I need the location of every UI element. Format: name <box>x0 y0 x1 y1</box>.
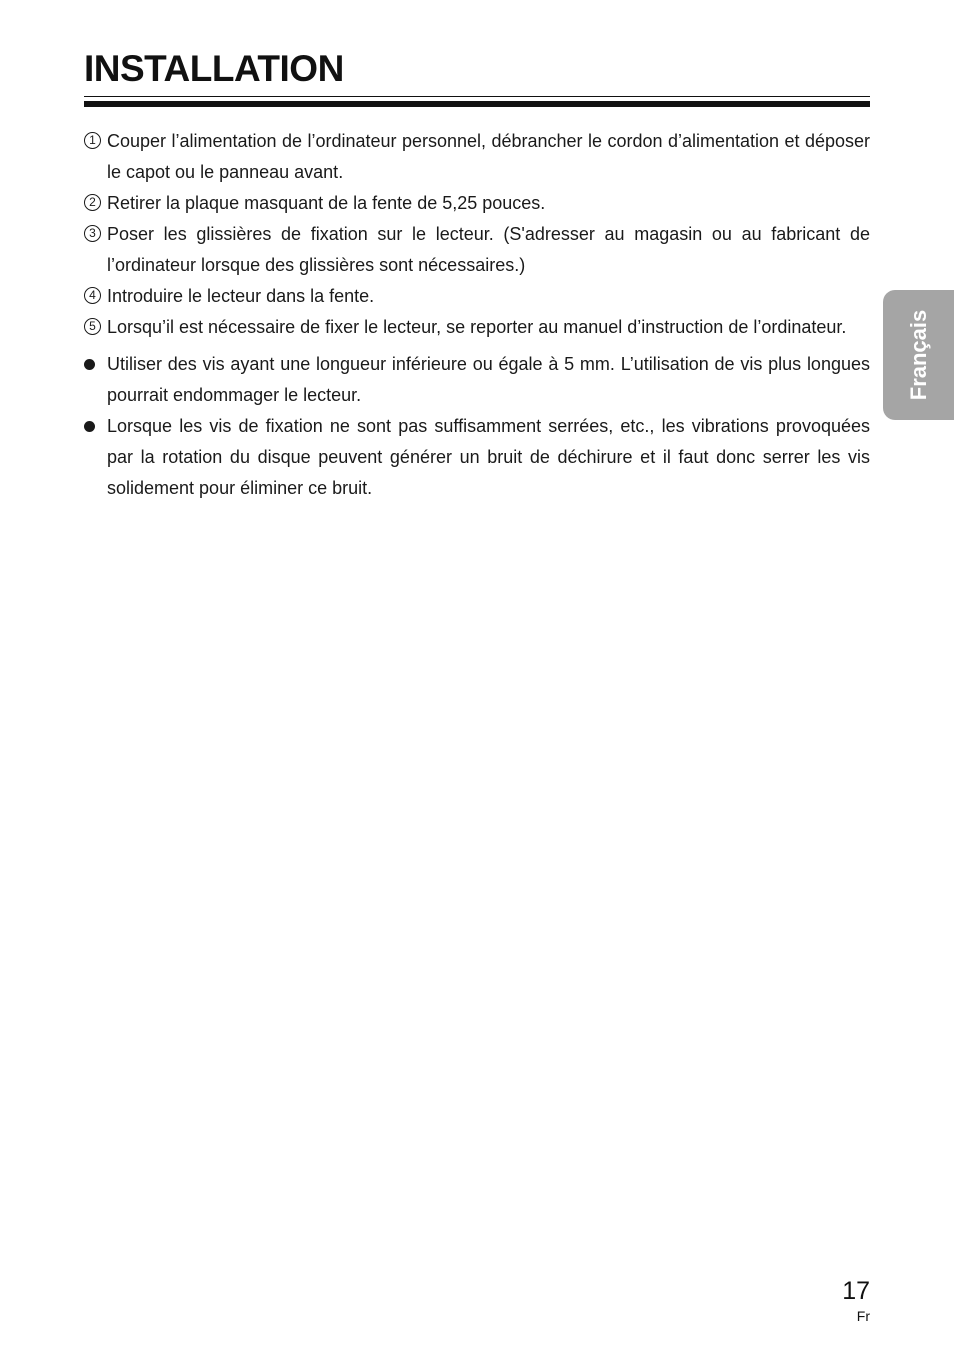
title-rule-thin <box>84 96 870 97</box>
notes-list <box>84 349 870 504</box>
step-item <box>84 312 870 343</box>
step-item <box>84 281 870 312</box>
page-number: 17 <box>842 1277 870 1305</box>
step-item <box>84 188 870 219</box>
step-item <box>84 219 870 281</box>
step-number-badge: 4 <box>84 287 101 304</box>
note-item <box>84 411 870 504</box>
note-item <box>84 349 870 411</box>
step-text: Poser les glissières de fixation sur le lecteur. (S'adresser au magasin ou au fabricant de l’ordinateur lorsque des glissières sont nécessaires.) <box>107 224 870 275</box>
note-text: Utiliser des vis ayant une longueur inférieure ou égale à 5 mm. L’utilisation de vis plus longues pourrait endommager le lecteur. <box>107 354 870 405</box>
step-text: Introduire le lecteur dans la fente. <box>107 286 375 306</box>
page-language-code: Fr <box>856 1308 870 1324</box>
note-text: Lorsque les vis de fixation ne sont pas suffisamment serrées, etc., les vibrations provoquées par la rotation du disque peuvent générer un bruit de déchirure et il faut donc serrer les vis solidement pour éliminer ce bruit. <box>107 416 870 498</box>
instructions-content <box>84 126 870 504</box>
language-tab-label: Français <box>905 309 931 401</box>
bullet-icon <box>84 421 95 432</box>
steps-list <box>84 126 870 343</box>
step-number-badge: 2 <box>84 194 101 211</box>
step-number-badge: 1 <box>84 132 101 149</box>
bullet-icon <box>84 359 95 370</box>
step-item <box>84 126 870 188</box>
language-side-tab <box>883 290 954 420</box>
title-rule-thick <box>84 101 870 107</box>
step-text: Couper l’alimentation de l’ordinateur personnel, débrancher le cordon d’alimentation et déposer le capot ou le panneau avant. <box>107 131 870 182</box>
step-text: Retirer la plaque masquant de la fente de 5,25 pouces. <box>107 193 546 213</box>
step-number-badge: 5 <box>84 318 101 335</box>
step-text: Lorsqu’il est nécessaire de fixer le lecteur, se reporter au manuel d’instruction de l’ordinateur. <box>107 317 847 337</box>
page-title: INSTALLATION <box>84 48 344 89</box>
step-number-badge: 3 <box>84 225 101 242</box>
